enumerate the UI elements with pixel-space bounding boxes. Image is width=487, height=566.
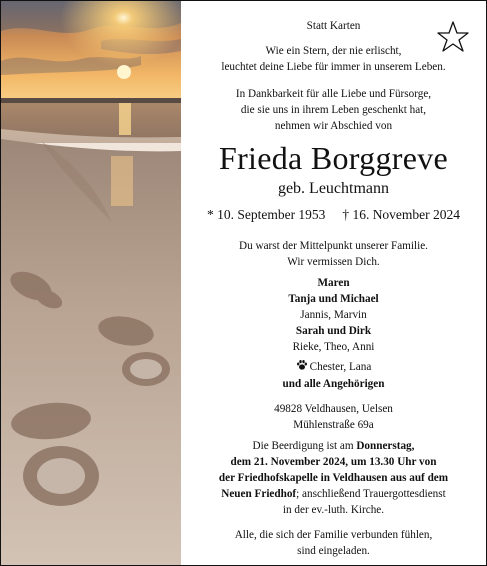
beach-footprints-image <box>1 1 181 565</box>
address-line-2: Mühlenstraße 69a <box>293 419 374 431</box>
intro-line-1: In Dankbarkeit für alle Liebe und Fürsorge, <box>235 88 432 100</box>
closing-line-1: Alle, die sich der Familie verbunden fühlen, <box>234 529 433 541</box>
address-line-1: 49828 Veldhausen, Uelsen <box>274 403 393 415</box>
poem-line-1: Wie ein Stern, der nie erlischt, <box>265 45 402 57</box>
deceased-name: Frieda Borggreve <box>218 140 449 176</box>
intro-line-3: nehmen wir Abschied von <box>274 120 393 132</box>
intro-line-2: die sie uns in ihrem Leben geschenkt hat, <box>240 104 427 116</box>
funeral-l1-day: Donnerstag, <box>356 440 415 452</box>
paw-icon <box>296 359 308 371</box>
family-maren: Maren <box>317 277 350 289</box>
header-text: Statt Karten <box>306 20 361 32</box>
family-tanja-kids: Jannis, Marvin <box>300 309 367 321</box>
funeral-line-3: der Friedhofskapelle in Veldhausen aus auf dem <box>218 472 449 484</box>
funeral-line-4 <box>181 486 486 502</box>
family-sarah-kids: Rieke, Theo, Anni <box>292 341 375 353</box>
family-pets <box>181 359 486 375</box>
pets-names: Chester, Lana <box>309 361 372 373</box>
funeral-line-2: dem 21. November 2024, um 13.30 Uhr von <box>230 456 437 468</box>
family-tanja: Tanja und Michael <box>288 293 379 305</box>
funeral-l4-text: ; anschließend Trauergottesdienst <box>296 488 446 500</box>
funeral-line-5: in der ev.-luth. Kirche. <box>282 504 385 516</box>
closing-line-2: sind eingeladen. <box>297 545 370 557</box>
birth-date: * 10. September 1953 <box>206 207 326 222</box>
beach-sunset-photo <box>1 1 181 565</box>
obituary-text-column <box>181 1 486 565</box>
poem-line-2: leuchtet deine Liebe für immer in unserem Leben. <box>221 61 446 73</box>
life-dates <box>181 206 486 224</box>
death-date: † 16. November 2024 <box>342 207 461 222</box>
family-sarah: Sarah und Dirk <box>295 325 372 337</box>
funeral-line-1 <box>181 438 486 454</box>
funeral-l1-text: Die Beerdigung ist am <box>252 440 357 452</box>
tribute-line-2: Wir vermissen Dich. <box>287 256 380 268</box>
funeral-l4-place: Neuen Friedhof <box>221 488 297 500</box>
family-others: und alle Angehörigen <box>282 378 385 390</box>
tribute-line-1: Du warst der Mittelpunkt unserer Familie. <box>239 240 428 252</box>
birth-name: geb. Leuchtmann <box>277 180 390 197</box>
